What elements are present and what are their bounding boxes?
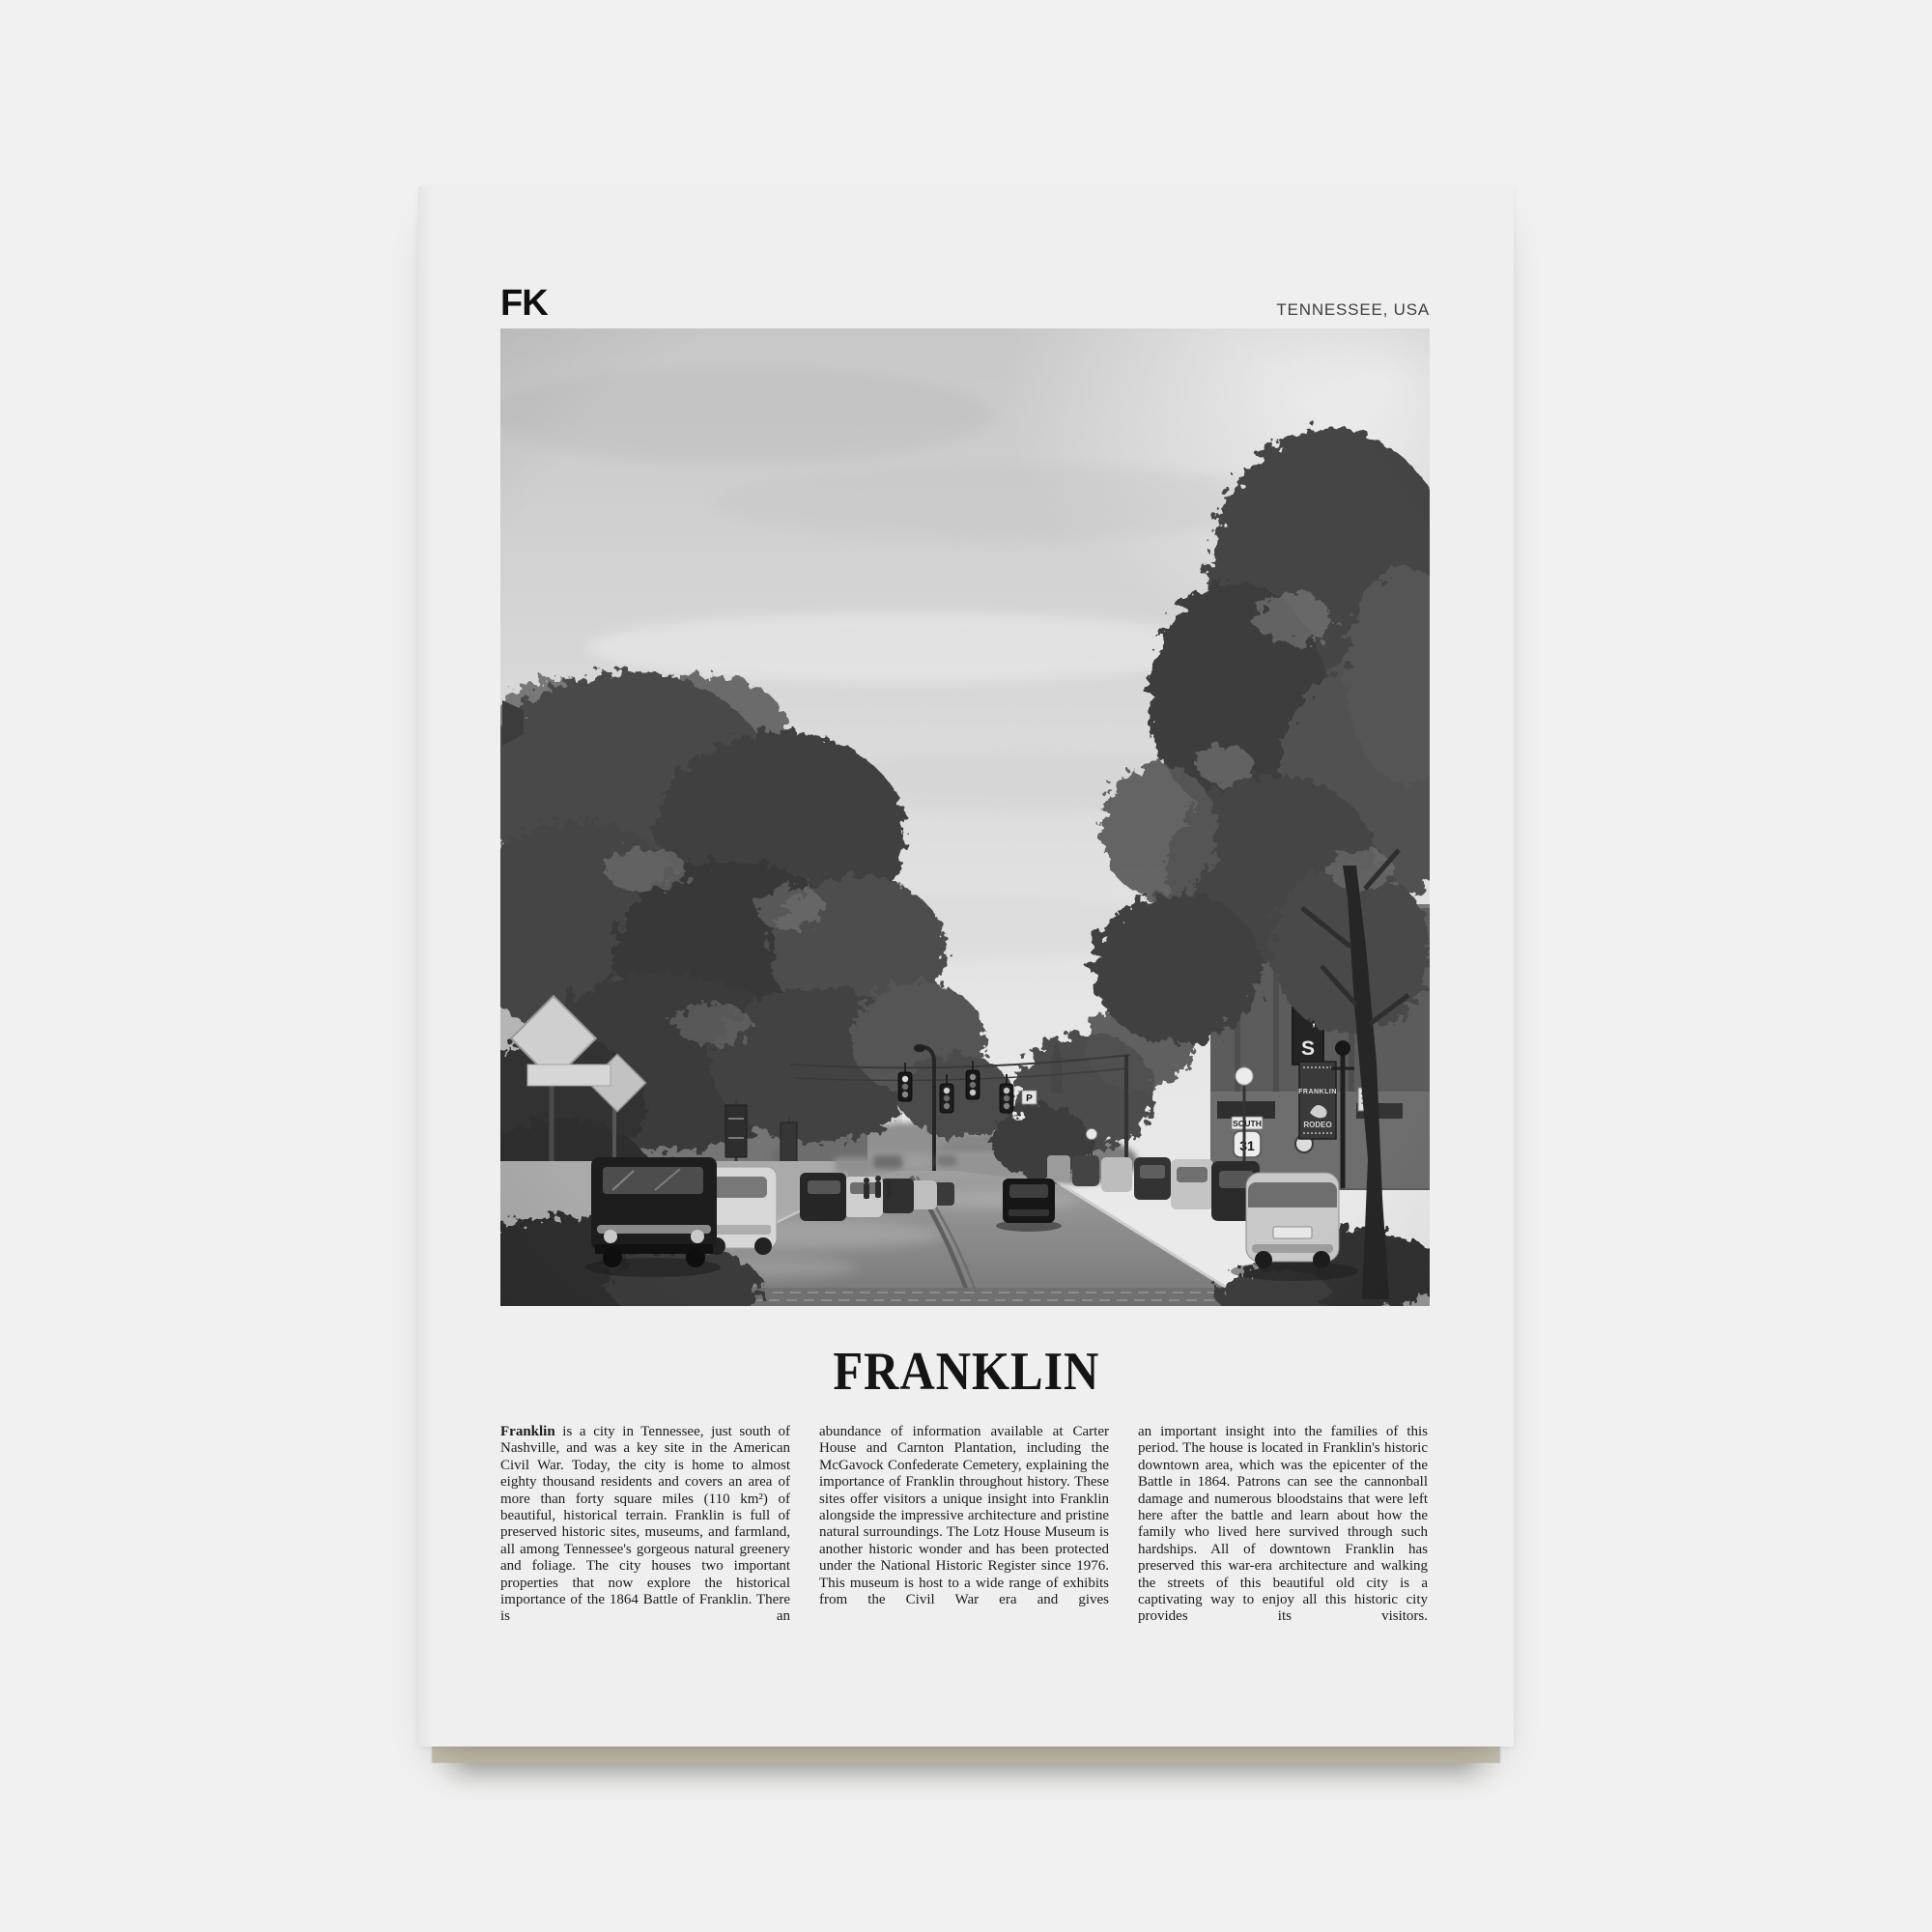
street-photo (500, 328, 1430, 1306)
street-photo-illustration (500, 328, 1430, 1306)
poster-logo: FK (500, 283, 548, 324)
article-column-1 (500, 1424, 790, 1626)
vignette (500, 328, 1430, 1306)
article-columns (500, 1424, 1430, 1656)
article-column-1-text: is a city in Tennessee, just south of Nashville, and was a key site in the American Civil War. Today, the city is home to almost eighty thousand residents and covers an area of more than forty square miles (110 km²) of beautiful, historical terrain. Franklin is full of preserved historic sites, museums, and farmland, all among Tennessee's gorgeous natural greenery and foliage. The city houses two important properties that now explore the historical importance of the 1864 Battle of Franklin. There is an (500, 1424, 790, 1625)
paper-bottom-edge (432, 1745, 1500, 1763)
article-lead-word: Franklin (500, 1424, 555, 1439)
article-column-2: abundance of information available at Carter House and Carnton Plantation, including the McGavock Confederate Cemetery, explaining the importance of Franklin throughout history. These sites offer visitors a unique insight into Franklin alongside the impressive architecture and pristine natural surroundings. The Lotz House Museum is another historic wonder and has been protected under the National Historic Register since 1976. This museum is host to a wide range of exhibits from the Civil War era and gives (819, 1424, 1109, 1608)
poster-title: FRANKLIN (832, 1342, 1100, 1402)
poster-location: TENNESSEE, USA (1276, 300, 1430, 319)
article-column-3: an important insight into the families of this period. The house is located in Franklin's historic downtown area, which was the epicenter of the Battle in 1864. Patrons can see the cannonball damage and numerous bloodstains that were left here after the battle and learn about how the family who lived here survived through such hardships. All of downtown Franklin has preserved this war-era architecture and walking the streets of this beautiful old city is a captivating way to enjoy all this historic city provides its visitors. (1138, 1424, 1428, 1625)
poster-paper (418, 186, 1514, 1747)
